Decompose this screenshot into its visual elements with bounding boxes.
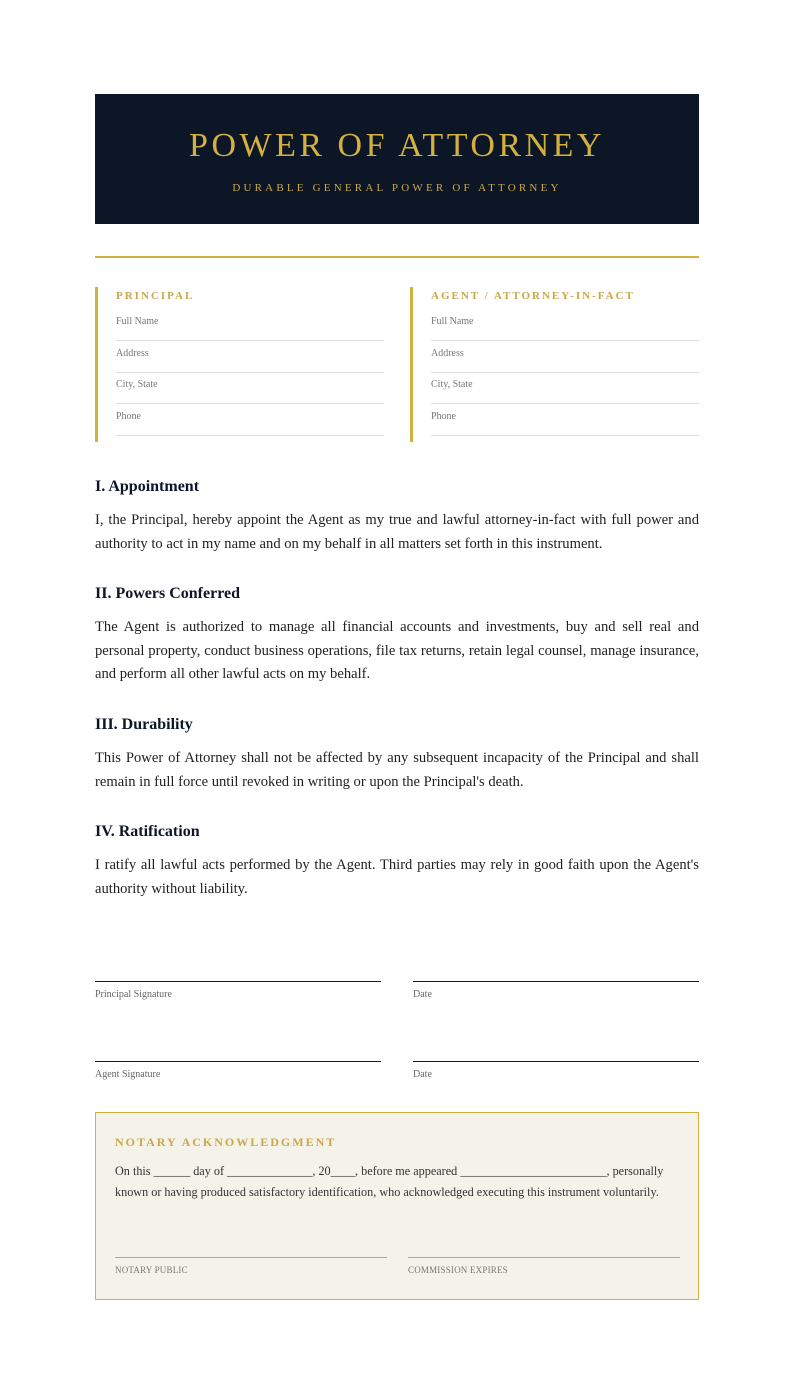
document-title: POWER OF ATTORNEY — [189, 127, 605, 164]
principal-city-state-field[interactable] — [116, 372, 384, 404]
agent-phone-field[interactable] — [431, 404, 699, 436]
agent-signature-label: Agent Signature — [95, 1069, 161, 1080]
field-label: Address — [116, 348, 149, 359]
section-body-ratification: I ratify all lawful acts performed by the Agent. Third parties may rely in good faith upon the Agent's authority without liability. — [95, 857, 699, 897]
gold-divider — [95, 256, 699, 258]
notary-public-label: NOTARY PUBLIC — [115, 1265, 188, 1275]
principal-full-name-field[interactable] — [116, 309, 384, 341]
section-heading-ratification: IV. Ratification — [95, 823, 200, 840]
agent-heading: AGENT / ATTORNEY-IN-FACT — [431, 290, 635, 302]
field-label: Address — [431, 348, 464, 359]
section-body-powers: The Agent is authorized to manage all financial accounts and investments, buy and sell real and personal property, conduct business operations, file tax returns, retain legal counsel, manage insurance, and perform all other lawful acts on my behalf. — [95, 619, 699, 682]
principal-signature-line[interactable] — [95, 981, 381, 982]
notary-public-line[interactable] — [115, 1257, 387, 1258]
field-label: Phone — [116, 411, 141, 422]
principal-block — [95, 287, 384, 442]
agent-block — [410, 287, 699, 442]
principal-date-label: Date — [413, 989, 432, 1000]
agent-full-name-field[interactable] — [431, 309, 699, 341]
document-subtitle: DURABLE GENERAL POWER OF ATTORNEY — [232, 182, 562, 194]
notary-text: On this ______ day of ______________, 20____, before me appeared ________________________, personally known or having produced satisfactory identification, who acknowledged executing this instrument voluntarily. — [115, 1164, 664, 1199]
field-label: City, State — [431, 379, 473, 390]
field-label: Full Name — [116, 316, 159, 327]
section-body-durability: This Power of Attorney shall not be affected by any subsequent incapacity of the Principal and shall remain in full force until revoked in writing or upon the Principal's death. — [95, 750, 699, 790]
commission-expires-label: COMMISSION EXPIRES — [408, 1265, 508, 1275]
field-label: Full Name — [431, 316, 474, 327]
section-body-appointment: I, the Principal, hereby appoint the Agent as my true and lawful attorney-in-fact with full power and authority to act in my name and on my behalf in all matters set forth in this instrument. — [95, 512, 699, 552]
agent-city-state-field[interactable] — [431, 372, 699, 404]
field-label: City, State — [116, 379, 158, 390]
agent-date-line[interactable] — [413, 1061, 699, 1062]
principal-address-field[interactable] — [116, 341, 384, 373]
agent-signature-line[interactable] — [95, 1061, 381, 1062]
field-label: Phone — [431, 411, 456, 422]
principal-phone-field[interactable] — [116, 404, 384, 436]
document-header — [95, 94, 699, 224]
notary-acknowledgment-box — [95, 1112, 699, 1300]
section-heading-powers: II. Powers Conferred — [95, 585, 241, 602]
principal-date-line[interactable] — [413, 981, 699, 982]
agent-address-field[interactable] — [431, 341, 699, 373]
principal-signature-label: Principal Signature — [95, 989, 172, 1000]
principal-heading: PRINCIPAL — [116, 290, 195, 302]
commission-expires-line[interactable] — [408, 1257, 680, 1258]
notary-heading: NOTARY ACKNOWLEDGMENT — [115, 1135, 337, 1149]
agent-date-label: Date — [413, 1069, 432, 1080]
section-heading-appointment: I. Appointment — [95, 478, 200, 495]
section-heading-durability: III. Durability — [95, 716, 193, 733]
